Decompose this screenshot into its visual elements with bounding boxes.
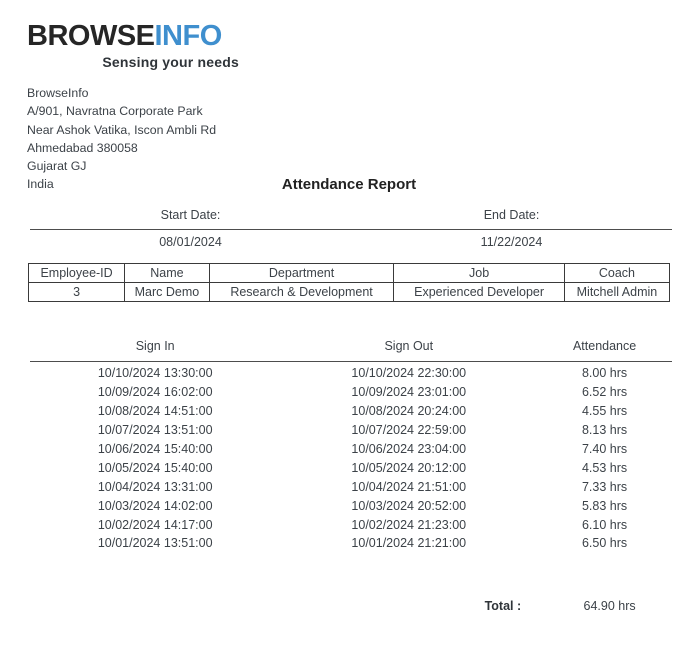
employee-department-value: Research & Development [209, 283, 394, 302]
employee-coach-value: Mitchell Admin [564, 283, 669, 302]
employee-coach-header: Coach [564, 264, 669, 283]
sign-in-value: 10/06/2024 15:40:00 [97, 442, 213, 456]
attendance-row [30, 440, 672, 459]
date-range-section [30, 208, 672, 249]
employee-name-value: Marc Demo [125, 283, 210, 302]
hours-value: 4.55 hrs [581, 404, 628, 419]
hours-value: 8.13 hrs [581, 423, 628, 438]
brand-blue-text: INFO [154, 20, 222, 52]
sign-in-value: 10/10/2024 13:30:00 [97, 366, 213, 381]
total-hours-value: 64.90 hrs [583, 599, 636, 613]
attendance-rows [30, 364, 672, 553]
address-line: BrowseInfo [27, 86, 89, 100]
sign-out-value: 10/01/2024 21:21:00 [351, 536, 467, 551]
start-date-label: Start Date: [160, 208, 221, 222]
employee-info-table [28, 263, 670, 302]
sign-out-value: 10/06/2024 23:04:00 [351, 442, 467, 456]
attendance-row [30, 515, 672, 534]
attendance-header-row [30, 339, 672, 362]
brand-black-text: BROWSE [27, 20, 155, 52]
hours-value: 7.40 hrs [581, 442, 628, 456]
sign-out-value: 10/04/2024 21:51:00 [351, 479, 467, 494]
attendance-row [30, 421, 672, 440]
attendance-row [30, 383, 672, 402]
sign-out-value: 10/02/2024 21:23:00 [351, 517, 467, 532]
hours-value: 6.52 hrs [581, 385, 628, 400]
total-spacer [30, 599, 280, 613]
sign-out-header: Sign Out [384, 339, 434, 353]
sign-in-value: 10/07/2024 13:51:00 [97, 423, 213, 438]
address-line: India [27, 177, 54, 192]
sign-out-value: 10/07/2024 22:59:00 [351, 423, 467, 438]
employee-name-header: Name [125, 264, 210, 283]
sign-in-value: 10/09/2024 16:02:00 [97, 385, 213, 400]
employee-id-header: Employee-ID [29, 264, 125, 283]
company-logo [27, 20, 239, 70]
sign-out-value: 10/05/2024 20:12:00 [351, 460, 467, 475]
brand-tagline: Sensing your needs [102, 54, 239, 70]
address-line: Ahmedabad 380058 [27, 140, 138, 155]
hours-value: 5.83 hrs [581, 498, 628, 513]
attendance-row [30, 477, 672, 496]
start-date-value: 08/01/2024 [159, 235, 222, 249]
employee-data-row [29, 283, 670, 302]
employee-job-value: Experienced Developer [394, 283, 565, 302]
employee-header-row [29, 264, 670, 283]
address-line: Near Ashok Vatika, Iscon Ambli Rd [27, 122, 217, 137]
end-date-label: End Date: [483, 208, 540, 222]
sign-out-value: 10/03/2024 20:52:00 [351, 498, 467, 513]
brand-wordmark [27, 20, 239, 52]
employee-job-header: Job [394, 264, 565, 283]
sign-out-value: 10/09/2024 23:01:00 [351, 385, 467, 400]
sign-in-header: Sign In [135, 339, 175, 353]
sign-out-value: 10/10/2024 22:30:00 [351, 366, 467, 381]
attendance-row [30, 364, 672, 383]
attendance-header: Attendance [572, 339, 637, 353]
sign-in-value: 10/04/2024 13:31:00 [97, 479, 213, 494]
sign-in-value: 10/01/2024 13:51:00 [97, 536, 213, 551]
address-line: Gujarat GJ [27, 159, 87, 174]
hours-value: 4.53 hrs [581, 460, 628, 475]
attendance-row [30, 534, 672, 553]
address-line: A/901, Navratna Corporate Park [27, 104, 203, 119]
sign-out-value: 10/08/2024 20:24:00 [351, 404, 467, 419]
hours-value: 6.50 hrs [581, 536, 628, 551]
attendance-row [30, 402, 672, 421]
hours-value: 6.10 hrs [581, 517, 628, 532]
sign-in-value: 10/08/2024 14:51:00 [97, 404, 213, 419]
sign-in-value: 10/05/2024 15:40:00 [97, 460, 213, 475]
employee-id-value: 3 [29, 283, 125, 302]
end-date-value: 11/22/2024 [480, 235, 543, 249]
date-range-header [30, 208, 672, 230]
page-title: Attendance Report [281, 176, 417, 193]
sign-in-value: 10/02/2024 14:17:00 [97, 517, 213, 532]
date-range-values [30, 235, 672, 249]
hours-value: 8.00 hrs [581, 366, 628, 381]
attendance-row [30, 496, 672, 515]
hours-value: 7.33 hrs [581, 479, 628, 494]
attendance-table [30, 339, 672, 553]
total-label: Total : [484, 599, 522, 613]
attendance-row [30, 458, 672, 477]
sign-in-value: 10/03/2024 14:02:00 [97, 498, 213, 513]
employee-department-header: Department [209, 264, 394, 283]
total-row [30, 599, 672, 613]
